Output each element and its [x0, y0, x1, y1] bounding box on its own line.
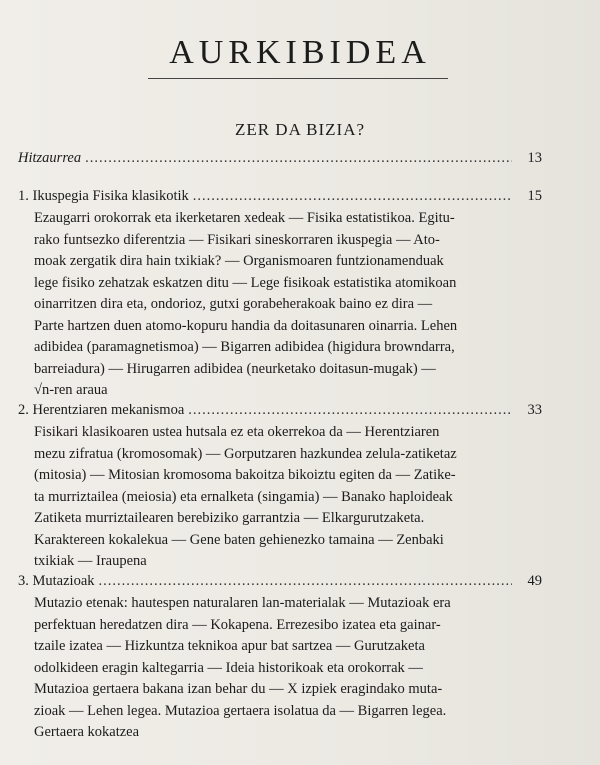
page-title: AURKIBIDEA [169, 34, 431, 71]
toc-entry-description [34, 593, 514, 744]
description-line: perfektuan heredatzen dira — Kokapena. Errezesibo izatea eta gainar- [34, 616, 441, 633]
description-line: oinarritzen dira eta, ondorioz, gutxi gorabeherakoak baino ez dira — [34, 296, 433, 312]
dot-leader [99, 571, 512, 591]
description-line: √n-ren araua [34, 382, 108, 398]
description-line: Mutazioa gertaera bakana izan behar du — X izpiek eragindako muta- [34, 681, 443, 697]
toc-page-number: 33 [527, 402, 542, 418]
toc-page-number: 13 [527, 150, 542, 166]
description-line: Parte hartzen duen atomo-kopuru handia da doitasunaren oinarria. Lehen [34, 317, 458, 334]
dot-leader [193, 186, 512, 206]
description-line: ta murriztailea (meiosia) eta ernalketa (singamia) — Banako haploideak [34, 488, 453, 505]
description-line: txikiak — Iraupena [34, 553, 147, 569]
toc-entry-title: 3. Mutazioak [18, 573, 95, 589]
description-line: Fisikari klasikoaren ustea hutsala ez eta okerrekoa da — Herentziaren [34, 424, 440, 440]
description-line: Gertaera kokatzea [34, 724, 140, 740]
description-line: mezu zifratua (kromosomak) — Gorputzaren hazkundea zelula-zatiketaz [34, 445, 457, 462]
description-line: Ezaugarri orokorrak eta ikerketaren xedeak — Fisika estatistikoa. Egitu- [34, 210, 455, 226]
description-line: rako funtsezko diferentzia — Fisikari sineskorraren ikuspegia — Ato- [34, 231, 440, 248]
toc-entry-chapter-2 [18, 400, 542, 573]
toc-entry-title: 2. Herentziaren mekanismoa [18, 402, 185, 418]
description-line: tzaile izatea — Hizkuntza teknikoa apur bat sartzea — Gurutzaketa [34, 638, 425, 654]
toc-entry-chapter-3 [18, 571, 542, 744]
description-line: zioak — Lehen legea. Mutazioa gertaera isolatua da — Bigarren legea. [34, 702, 447, 719]
section-subtitle: ZER DA BIZIA? [234, 120, 366, 139]
toc-entry-chapter-1 [18, 186, 542, 402]
toc-entry-title: Hitzaurrea [18, 150, 82, 166]
dot-leader [188, 400, 512, 420]
description-line: Mutazio etenak: hautespen naturalaren lan-materialak — Mutazioak era [34, 595, 451, 611]
toc-entry-title: 1. Ikuspegia Fisika klasikotik [18, 188, 189, 204]
toc-page-number: 49 [527, 573, 542, 589]
dot-leader [85, 148, 512, 168]
description-line: barreiadura) — Hirugarren adibidea (neurketako doitasun-mugak) — [34, 360, 436, 377]
description-line: lege fisiko zehatzak eskatzen ditu — Lege fisikoak estatistika atomikoan [34, 274, 457, 291]
description-line: odolkideen eragin kaltegarria — Ideia historikoak eta orokorrak — [34, 659, 423, 676]
description-line: (mitosia) — Mitosian kromosoma bakoitza bikoiztu egiten da — Zatike- [34, 467, 456, 483]
description-line: adibidea (paramagnetismoa) — Bigarren adibidea (higidura browndarra, [34, 339, 455, 355]
toc-page-number: 15 [527, 188, 542, 204]
toc-entry-preface [18, 148, 542, 168]
toc-entry-description [34, 422, 514, 573]
description-line: moak zergatik dira hain txikiak? — Organismoaren funtzionamenduak [34, 253, 444, 269]
description-line: Karaktereen kokalekua — Gene baten gehienezko tamaina — Zenbaki [34, 531, 444, 548]
description-line: Zatiketa murriztailearen berebiziko garrantzia — Elkargurutzaketa. [34, 510, 425, 526]
toc-entry-description [34, 208, 514, 402]
title-underline [148, 78, 448, 79]
